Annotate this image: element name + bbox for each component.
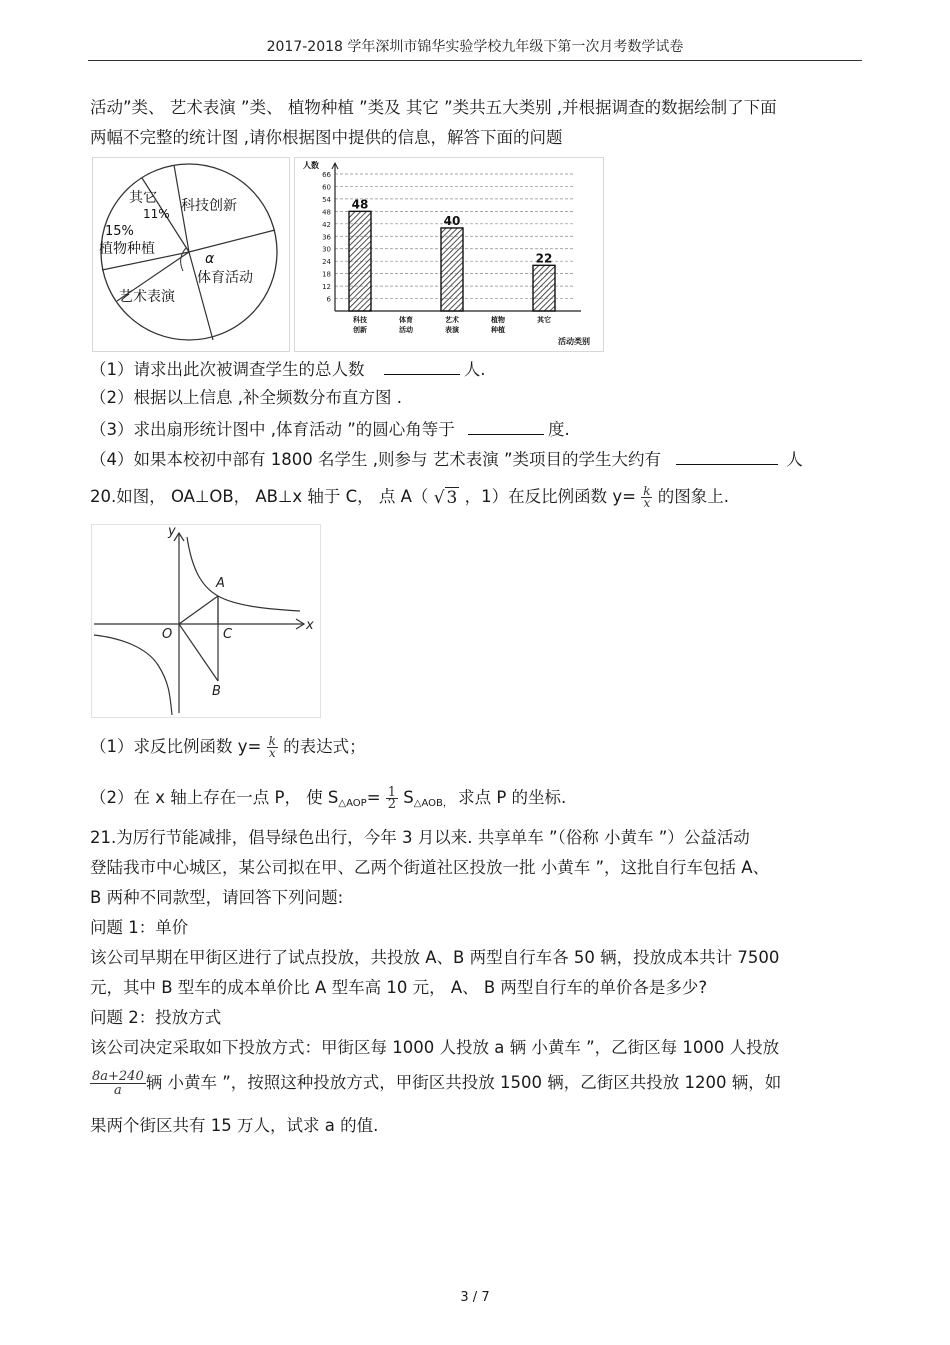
q20-stem-post: 的图象上. — [657, 487, 729, 506]
hyperbola-svg — [92, 525, 320, 717]
bar-y-tick-label: 6 — [326, 295, 331, 304]
frac-den: x — [643, 496, 651, 510]
hyperbola-figure — [91, 524, 321, 718]
header-rule — [88, 60, 862, 61]
bar-value-label: 48 — [351, 197, 369, 212]
bar-0 — [349, 211, 371, 311]
bar-2 — [441, 228, 463, 311]
frac3-num: 8a+240 — [92, 1069, 144, 1084]
segment-OA — [179, 596, 218, 624]
bar-y-tick-label: 30 — [322, 245, 331, 254]
pie-label-plant-pct: 15% — [105, 224, 134, 239]
answer-blank-3[interactable] — [468, 418, 544, 435]
subscript-aop: △AOP — [338, 798, 367, 809]
q19-part1 — [90, 358, 486, 380]
bar-y-tick-label: 54 — [322, 195, 331, 204]
q19-part3-text: （3）求出扇形统计图中 ,体育活动 ”的圆心角等于 — [90, 420, 455, 439]
bar-category-label: 植物 — [491, 316, 505, 324]
bar-y-tick-label: 42 — [322, 220, 331, 229]
q19-part3-unit: 度. — [548, 420, 570, 439]
q21-line10: 果两个街区共有 15 万人，试求 a 的值. — [90, 1116, 379, 1135]
frac2-num: k — [268, 734, 276, 748]
q20-part2-post: 求点 P 的坐标. — [452, 788, 567, 807]
q21-line2: 登陆我市中心城区，某公司拟在甲、乙两个街道社区投放一批 小黄车 ”，这批自行车包括 A、 — [90, 858, 770, 877]
pie-chart-figure — [92, 157, 290, 352]
label-O: O — [162, 627, 173, 642]
q21-line1: 21.为厉行节能减排，倡导绿色出行，今年 3 月以来. 共享单车 ”（俗称 小黄车 ”）公益活动 — [90, 828, 750, 847]
answer-blank-1[interactable] — [384, 358, 460, 375]
q21-line3: B 两种不同款型，请回答下列问题: — [90, 888, 344, 907]
pie-chart-svg — [93, 158, 289, 351]
q19-part3 — [90, 418, 570, 440]
half-num: 1 — [387, 785, 397, 800]
equals-sign: = — [366, 788, 381, 807]
bar-value-label: 22 — [535, 251, 553, 266]
fraction-k-over-x-2 — [267, 736, 278, 759]
pie-label-tech: 科技创新 — [181, 198, 237, 214]
pie-label-plant: 植物种植 — [99, 241, 155, 257]
bar-category-label-2: 种植 — [491, 326, 505, 334]
fraction-one-half — [386, 787, 398, 810]
bar-category-label-2: 表演 — [445, 326, 459, 334]
q19-line1: 活动”类、 艺术表演 ”类、 植物种植 ”类及 其它 ”类共五大类别 ,并根据调查的数据绘制了下面 — [90, 98, 777, 117]
bar-y-tick-label: 18 — [322, 270, 331, 279]
pie-label-sports: 体育活动 — [197, 270, 253, 286]
page-header: 2017-2018 学年深圳市锦华实验学校九年级下第一次月考数学试卷 — [266, 39, 684, 55]
bar-chart-figure — [294, 157, 604, 352]
q20-stem-pre: 20.如图， OA⊥OB， AB⊥x 轴于 C， 点 A（ — [90, 487, 429, 506]
label-x: x — [306, 618, 314, 633]
q19-line2: 两幅不完整的统计图 ,请你根据图中提供的信息，解答下面的问题 — [90, 128, 563, 147]
q20-part1 — [90, 736, 366, 759]
q20-part1-post: 的表达式； — [283, 737, 366, 756]
sqrt-3: √ 3 — [433, 487, 458, 508]
hyperbola-branch-1 — [187, 537, 300, 611]
q21-line7: 问题 2：投放方式 — [90, 1008, 222, 1027]
q19-part4-text: （4）如果本校初中部有 1800 名学生 ,则参与 艺术表演 ”类项目的学生大约有 — [90, 450, 662, 469]
hyperbola-branch-2 — [94, 635, 172, 715]
segment-OB — [179, 624, 218, 681]
q21-line8: 该公司决定采取如下投放方式：甲街区每 1000 人投放 a 辆 小黄车 ”，乙街区每 1000 人投放 — [90, 1038, 780, 1057]
bar-category-label-2: 活动 — [399, 326, 413, 334]
fraction-k-over-x — [641, 486, 652, 509]
bar-y-tick-label: 48 — [322, 208, 331, 217]
bar-y-tick-label: 12 — [322, 283, 331, 292]
q19-part1-unit: 人. — [463, 360, 486, 379]
bar-4 — [533, 265, 555, 311]
frac3-den: a — [113, 1083, 122, 1098]
bar-value-label: 40 — [443, 213, 461, 228]
bar-marks — [349, 197, 555, 334]
page-number: 3 / 7 — [460, 1290, 490, 1305]
bar-category-label-2: 创新 — [353, 326, 367, 334]
fraction-8a-240-over-a — [90, 1070, 146, 1097]
answer-blank-4[interactable] — [676, 448, 778, 465]
q21-line6: 元，其中 B 型车的成本单价比 A 型车高 10 元， A、 B 两型自行车的单价各是多少? — [90, 978, 708, 997]
sqrt-radicand: 3 — [446, 487, 458, 508]
q20-part2 — [90, 787, 566, 814]
s-symbol: S — [403, 788, 414, 807]
q19-part2: （2）根据以上信息 ,补全频数分布直方图 . — [90, 388, 402, 407]
subscript-aob: △AOB， — [413, 798, 453, 809]
frac-num: k — [643, 484, 651, 498]
q20-stem — [90, 486, 729, 509]
label-y: y — [168, 525, 176, 539]
q19-part4 — [90, 448, 803, 470]
bar-category-label: 艺术 — [445, 316, 459, 324]
label-B: B — [212, 684, 221, 699]
bar-y-axis-label: 人数 — [303, 161, 319, 170]
q21-line4: 问题 1：单价 — [90, 918, 189, 937]
pie-label-other: 其它 — [129, 190, 157, 206]
q21-line9-text: 辆 小黄车 ”，按照这种投放方式，甲街区共投放 1500 辆，乙街区共投放 1200 辆，如 — [145, 1073, 782, 1092]
bar-y-tick-label: 66 — [322, 171, 331, 179]
q20-part2-pre: （2）在 x 轴上存在一点 P， 使 S — [90, 788, 339, 807]
bar-y-tick-label: 24 — [322, 258, 331, 267]
half-den: 2 — [387, 797, 397, 812]
q20-part1-pre: （1）求反比例函数 y= — [90, 737, 262, 756]
bar-category-label: 科技 — [353, 316, 367, 324]
bar-chart-svg — [295, 158, 603, 351]
label-C: C — [223, 627, 233, 642]
frac2-den: x — [268, 746, 276, 760]
q19-part4-unit: 人 — [786, 450, 803, 469]
bar-category-label: 其它 — [537, 316, 551, 324]
pie-label-other-pct: 11% — [143, 207, 170, 221]
q20-stem-mid: ，1）在反比例函数 y= — [464, 487, 636, 506]
pie-label-arts: 艺术表演 — [119, 289, 175, 305]
bar-x-axis-label: 活动类别 — [558, 337, 590, 346]
label-A: A — [216, 576, 225, 591]
bar-y-tick-label: 60 — [322, 183, 331, 192]
q21-line5: 该公司早期在甲街区进行了试点投放，共投放 A、B 两型自行车各 50 辆，投放成本共计 7500 — [90, 948, 780, 967]
pie-label-alpha: α — [205, 251, 215, 267]
bar-category-label: 体育 — [399, 316, 413, 324]
q19-part1-text: （1）请求出此次被调查学生的总人数 — [90, 360, 365, 379]
bar-y-tick-label: 36 — [322, 233, 331, 242]
q21-line9 — [90, 1070, 781, 1097]
